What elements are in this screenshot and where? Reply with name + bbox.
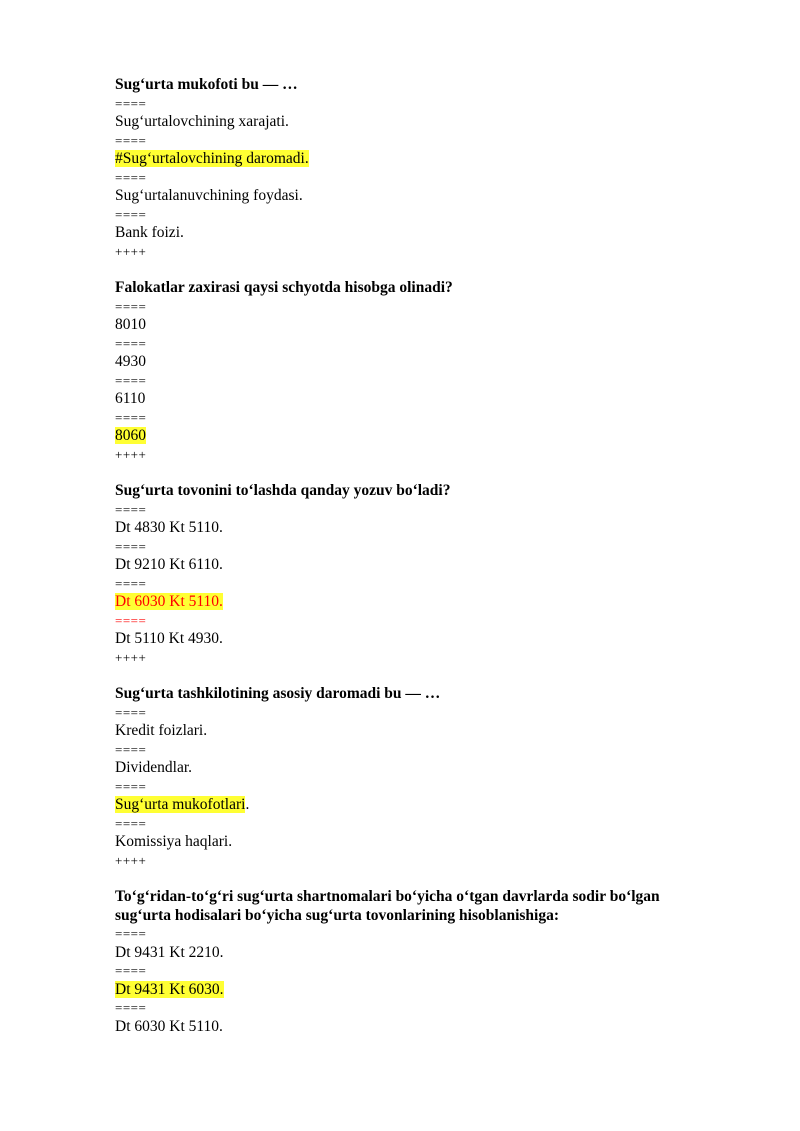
option-text: Dt 6030 Kt 5110. [115,1017,223,1035]
option-text: Sug‘urtalovchining xarajati. [115,113,289,130]
option-3-correct [115,593,715,612]
separator: ==== [115,778,147,794]
highlighted-answer: Sug‘urta mukofotlari [115,796,246,813]
question-title: Sug‘urta mukofoti bu — … [115,76,298,93]
option-text: Dt 5110 Kt 4930. [115,630,223,647]
question-title: Sug‘urta tashkilotining asosiy daromadi bu — … [115,685,441,702]
option-1 [115,944,715,963]
option-text: Kredit foizlari. [115,722,208,739]
option-3 [115,390,715,409]
separator: ==== [115,1000,147,1016]
option-4 [115,224,715,243]
option-2 [115,556,715,575]
end-marker: ++++ [115,649,147,665]
separator: ==== [115,704,147,720]
question-title-line-2: sug‘urta hodisalari bo‘yicha sug‘urta tovonlarining hisoblanishiga: [115,906,559,924]
option-2 [115,353,715,372]
separator: ==== [115,206,147,222]
option-text: Dt 9210 Kt 6110. [115,556,223,573]
option-text: Sug‘urtalanuvchining foydasi. [115,187,303,204]
separator: ==== [115,501,147,517]
separator: ==== [115,963,147,979]
option-1 [115,316,715,335]
highlighted-answer: #Sug‘urtalovchining daromadi. [115,150,309,167]
option-3 [115,1018,715,1037]
separator: ==== [115,926,147,942]
separator: ==== [115,132,147,148]
option-tail: . [245,796,250,813]
separator: ==== [115,372,147,388]
option-2-correct [115,981,715,1000]
separator: ==== [115,95,147,111]
option-text: Dividendlar. [115,759,193,776]
question-4 [115,685,715,870]
question-5 [115,888,715,1036]
option-text: 4930 [115,353,146,370]
option-2 [115,759,715,778]
option-3 [115,187,715,206]
highlighted-answer: Dt 9431 Kt 6030. [115,980,224,998]
option-3-correct [115,796,715,815]
question-title: Sug‘urta tovonini to‘lashda qanday yozuv bo‘ladi? [115,482,451,499]
option-4 [115,630,715,649]
separator: ==== [115,538,147,554]
question-2 [115,279,715,464]
option-text: Komissiya haqlari. [115,833,233,850]
question-3 [115,482,715,667]
option-1 [115,519,715,538]
separator: ==== [115,575,147,591]
option-text: 6110 [115,390,146,407]
option-4 [115,833,715,852]
question-title: Falokatlar zaxirasi qaysi schyotda hisobga olinadi? [115,279,453,296]
end-marker: ++++ [115,243,147,259]
option-1 [115,722,715,741]
option-text: Dt 9431 Kt 2210. [115,943,224,961]
highlighted-answer: 8060 [115,427,146,444]
question-1 [115,76,715,261]
separator: ==== [115,741,147,757]
option-2-correct [115,150,715,169]
separator: ==== [115,612,147,628]
question-title-line-1: To‘g‘ridan-to‘g‘ri sug‘urta shartnomalari bo‘yicha o‘tgan davrlarda sodir bo‘lgan [115,888,660,905]
separator: ==== [115,169,147,185]
separator: ==== [115,815,147,831]
option-1 [115,113,715,132]
separator: ==== [115,409,147,425]
separator: ==== [115,335,147,351]
option-text: 8010 [115,316,146,333]
end-marker: ++++ [115,852,147,868]
highlighted-answer: Dt 6030 Kt 5110. [115,593,223,610]
option-text: Dt 4830 Kt 5110. [115,519,223,536]
separator: ==== [115,298,147,314]
document-page [115,76,715,1036]
option-4-correct [115,427,715,446]
option-text: Bank foizi. [115,224,184,241]
end-marker: ++++ [115,446,147,462]
